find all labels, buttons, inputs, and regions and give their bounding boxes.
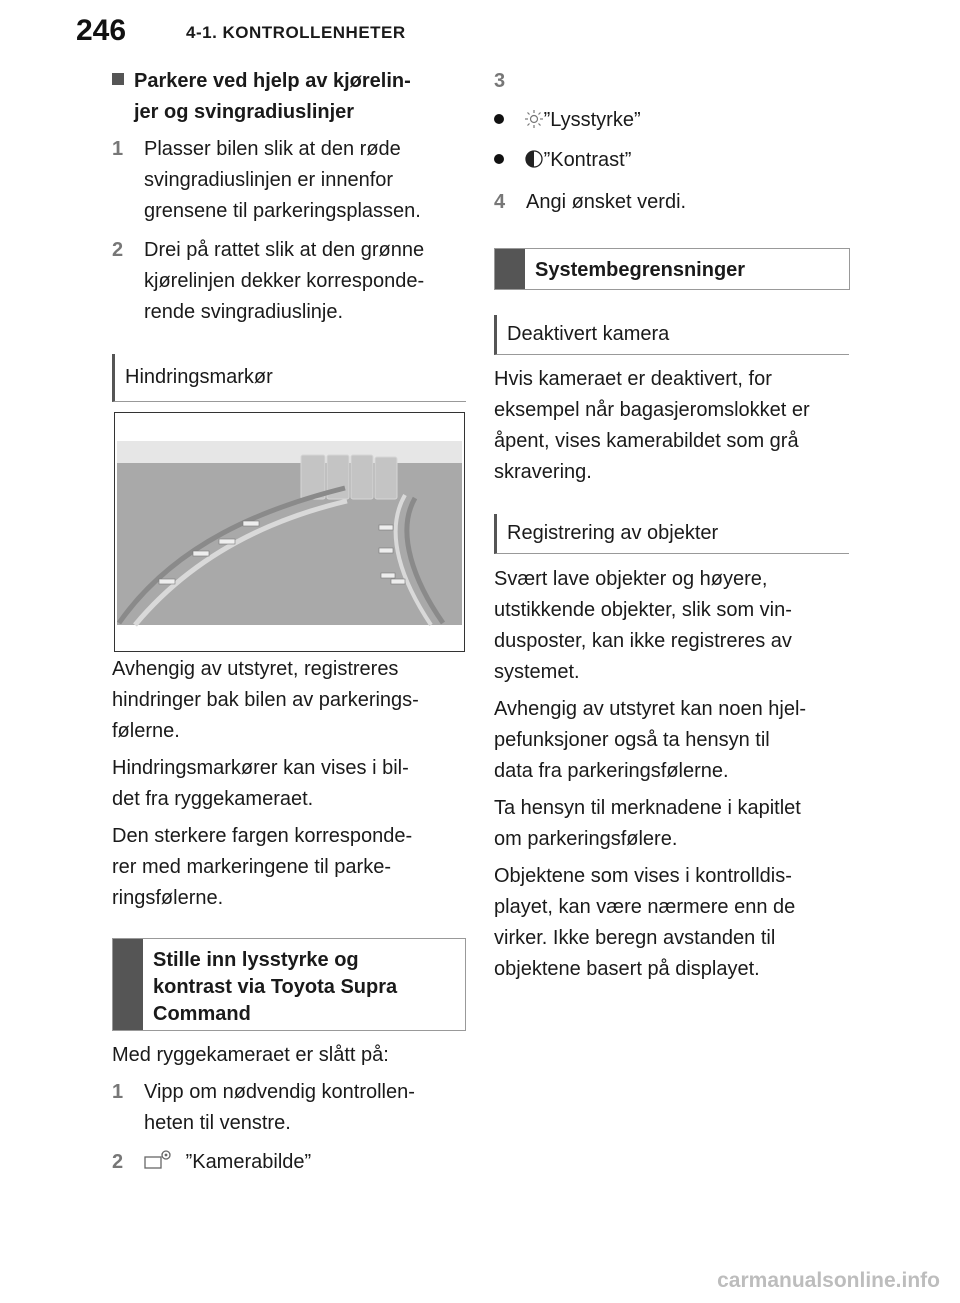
intro-text: Med ryggekameraet er slått på:: [112, 1044, 389, 1066]
step-2: 2 Drei på rattet slik at den grønne kjørelinjen dekker korresponde- rende svingradiuslinje.: [112, 239, 425, 323]
step-1b: 1 Vipp om nødvendig kontrollen- heten til venstre.: [112, 1081, 415, 1134]
subheading-obstacle-marker: Hindringsmarkør: [112, 354, 466, 402]
sun-icon: [524, 108, 544, 139]
left-column-lower: [112, 654, 466, 914]
contrast-icon: [524, 148, 544, 179]
step-2b: 2 ”Kamerabilde”: [112, 1147, 466, 1181]
heading-bar: [495, 249, 525, 289]
section-title: Parkere ved hjelp av kjørelin- jer og svingradiuslinjer: [112, 66, 466, 128]
chapter-title: 4-1. KONTROLLENHETER: [186, 23, 406, 42]
left-column-bottom: [112, 1040, 466, 1181]
subheading-object-detection: Registrering av objekter: [494, 514, 849, 554]
paragraph: Avhengig av utstyret, registreres hindringer bak bilen av parkerings- følerne.: [112, 658, 419, 742]
paragraph: Den sterkere fargen korresponde- rer med markeringene til parke- ringsfølerne.: [112, 825, 413, 909]
camera-view-graphic: [115, 413, 464, 651]
bullet-contrast: ”Kontrast”: [494, 145, 850, 179]
box-heading-brightness: Stille inn lysstyrke og kontrast via Toyota Supra Command: [112, 938, 466, 1031]
heading-bar: [113, 939, 143, 1030]
page-number: 246: [76, 14, 127, 47]
step-3: 3: [494, 70, 506, 92]
camera-settings-icon: [144, 1149, 174, 1181]
right-paragraph-1: Hvis kameraet er deaktivert, for eksempel når bagasjeromslokket er åpent, vises kamerabildet som grå skravering.: [494, 368, 810, 483]
square-bullet-icon: [112, 73, 124, 85]
left-column: [112, 66, 466, 402]
step-1: 1 Plasser bilen slik at den røde svingradiuslinjen er innenfor grensene til parkeringsplassen.: [112, 138, 421, 222]
subheading-disabled-camera: Deaktivert kamera: [494, 315, 849, 355]
bullet-brightness: ”Lysstyrke”: [494, 105, 850, 139]
camera-illustration: [114, 412, 465, 652]
step-4: 4 Angi ønsket verdi.: [494, 191, 687, 213]
right-column: [494, 66, 850, 218]
right-paragraphs-2: Svært lave objekter og høyere, utstikkende objekter, slik som vin- dusposter, kan ikke registreres av systemet. Avhengig av utstyret kan noen hjel- pefunksjoner også ta hensyn til data fra parkeringsfølerne. Ta hensyn til merknadene i kapitlet om parkeringsfølere. Objektene som vises i kontrolldis- playet, kan være nærmere enn de virker. Ikke beregn avstanden til objektene basert på displayet.: [494, 568, 807, 980]
paragraph: Hindringsmarkører kan vises i bil- det fra ryggekameraet.: [112, 757, 409, 810]
box-heading-limitations: Systembegrensninger: [494, 248, 850, 290]
watermark: carmanualsonline.info: [717, 1269, 940, 1292]
